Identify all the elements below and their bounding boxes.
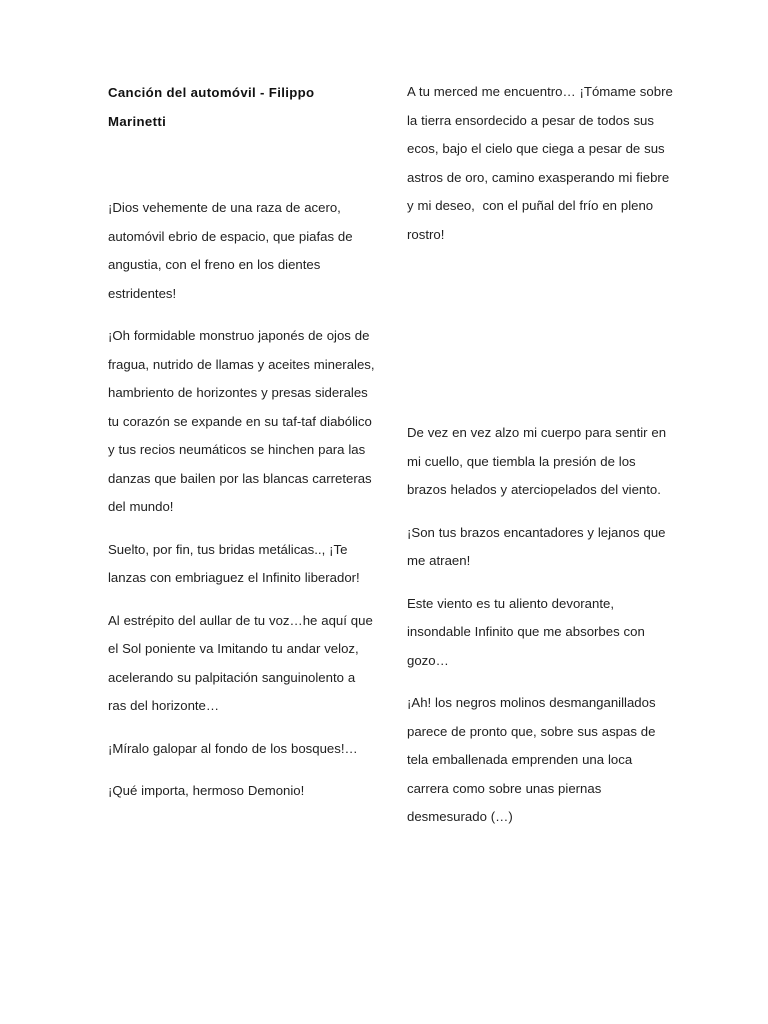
title-spacer xyxy=(108,136,376,194)
paragraph-right-5: ¡Ah! los negros molinos desmanganillados parece de pronto que, sobre sus aspas de tela emballenada emprenden una loca carrera como sobre unas piernas desmesurado (…) xyxy=(407,695,660,824)
paragraph-right-2: De vez en vez alzo mi cuerpo para sentir en mi cuello, que tiembla la presión de los brazos helados y aterciopelados del viento. xyxy=(407,425,670,497)
column-gap-spacer xyxy=(407,249,673,419)
left-column xyxy=(0,78,390,806)
right-column xyxy=(390,78,768,832)
paragraph-left-6: ¡Qué importa, hermoso Demonio! xyxy=(108,783,305,798)
paragraph-left-1: ¡Dios vehemente de una raza de acero, automóvil ebrio de espacio, que piafas de angustia, con el freno en los dientes estridentes! xyxy=(108,200,357,301)
paragraph-right-4: Este viento es tu aliento devorante, insondable Infinito que me absorbes con gozo… xyxy=(407,595,649,668)
paragraph-left-4: Al estrépito del aullar de tu voz…he aquí que el Sol poniente va Imitando tu andar veloz, acelerando su palpitación sanguinolento a ras del horizonte… xyxy=(108,612,377,713)
paragraph-left-3: Suelto, por fin, tus bridas metálicas.., ¡Te lanzas con embriaguez el Infinito liberador! xyxy=(108,541,360,585)
paragraph-right-1: A tu merced me encuentro… ¡Tómame sobre la tierra ensordecido a pesar de todos sus ecos, bajo el cielo que ciega a pesar de sus astros de oro, camino exasperando mi fiebre y mi deseo, con el puñal del frío en pleno rostro! xyxy=(407,84,677,242)
two-column-layout xyxy=(0,78,768,832)
paragraph-left-2: ¡Oh formidable monstruo japonés de ojos de fragua, nutrido de llamas y aceites minerales, hambriento de horizontes y presas siderales tu corazón se expande en su taf-taf diabólico y tus recios neumáticos se hinchen para las danzas que bailen por las blancas carreteras del mundo! xyxy=(108,328,379,514)
paragraph-right-3: ¡Son tus brazos encantadores y lejanos que me atraen! xyxy=(407,524,670,568)
page-title: Canción del automóvil - Filippo Marinetti xyxy=(108,85,315,129)
paragraph-left-5: ¡Míralo galopar al fondo de los bosques!… xyxy=(108,740,358,756)
